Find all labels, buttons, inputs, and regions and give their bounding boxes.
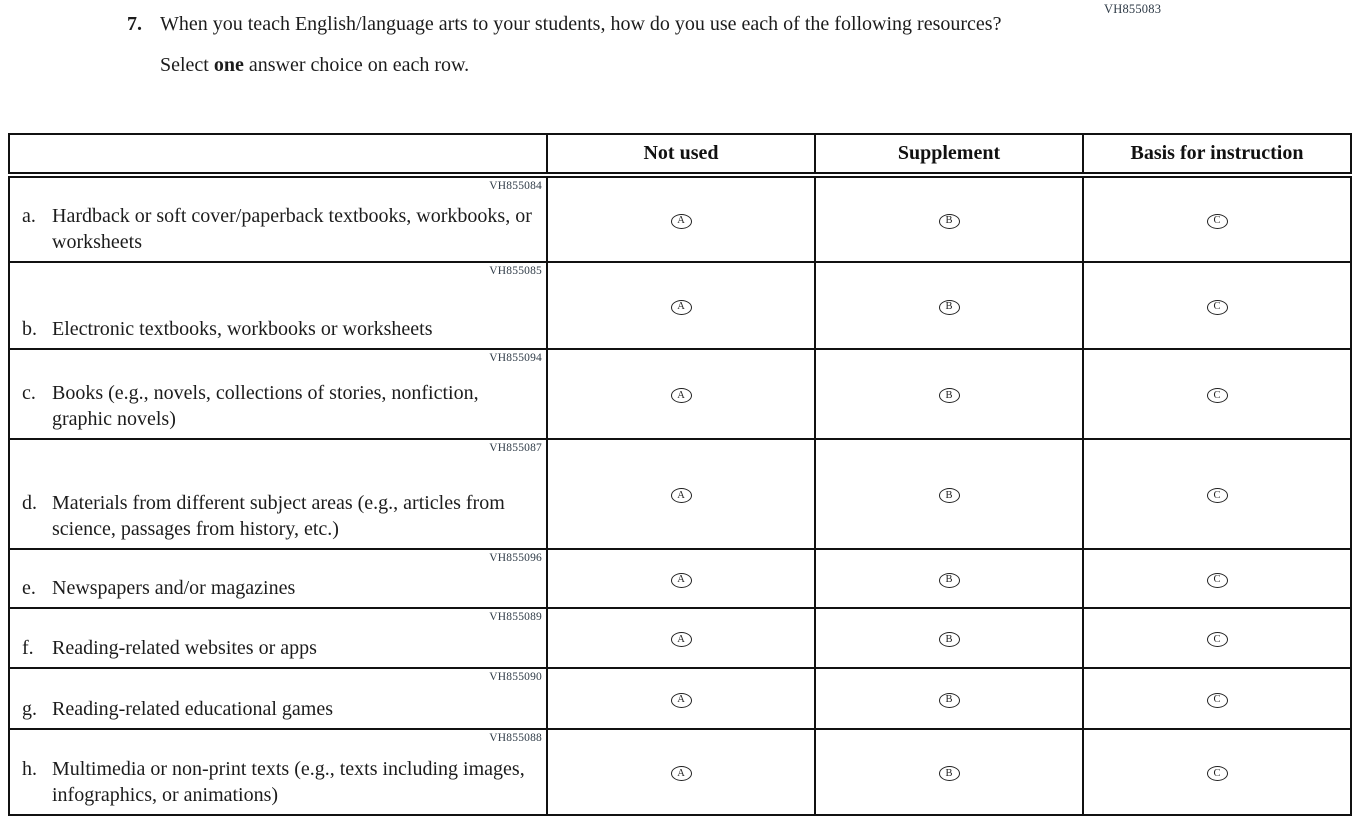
option-cell-not-used [547,175,815,262]
option-cell-not-used [547,549,815,608]
option-cell-basis [1083,349,1351,439]
row-label-text: Newspapers and/or magazines [52,577,296,599]
table-row [9,668,1351,729]
header-stub-cell [9,134,547,175]
table-row [9,349,1351,439]
option-cell-not-used [547,439,815,549]
resource-usage-table [8,133,1352,816]
instruction-bold-word: one [213,54,244,76]
row-label-text: Reading-related websites or apps [52,637,317,659]
option-cell-basis [1083,608,1351,668]
row-item-code: VH855096 [489,552,542,564]
option-cell-not-used [547,668,815,729]
row-label [22,756,542,808]
row-item-code: VH855090 [489,671,542,683]
question-text: When you teach English/language arts to your students, how do you use each of the following resources? [160,13,1002,35]
row-label-cell [9,729,547,815]
choice-c-bubble[interactable]: C [1207,488,1228,503]
row-label [22,490,542,542]
option-cell-supplement [815,175,1083,262]
question-block [127,10,1022,78]
row-label [22,696,542,722]
row-label [22,380,542,432]
choice-c-bubble[interactable]: C [1207,388,1228,403]
option-cell-basis [1083,668,1351,729]
row-label-cell [9,262,547,349]
table-row [9,549,1351,608]
option-cell-supplement [815,349,1083,439]
choice-a-bubble[interactable]: A [671,388,692,403]
header-supplement: Supplement [815,134,1083,175]
table-row [9,608,1351,668]
choice-a-bubble[interactable]: A [671,488,692,503]
option-cell-basis [1083,729,1351,815]
choice-c-bubble[interactable]: C [1207,766,1228,781]
option-cell-supplement [815,608,1083,668]
question-instruction [160,52,1022,78]
row-label-cell [9,175,547,262]
row-label-text: Multimedia or non-print texts (e.g., texts including images, infographics, or animations) [52,758,525,806]
row-item-code: VH855085 [489,265,542,277]
option-cell-supplement [815,729,1083,815]
option-cell-supplement [815,262,1083,349]
row-letter: b. [22,318,37,340]
row-label [22,635,542,661]
question-number: 7. [127,13,142,35]
row-letter: c. [22,382,36,404]
choice-b-bubble[interactable]: B [939,632,960,647]
option-cell-not-used [547,608,815,668]
instruction-suffix: answer choice on each row. [243,54,470,76]
choice-b-bubble[interactable]: B [939,573,960,588]
row-label-cell [9,668,547,729]
header-row [9,134,1351,175]
option-cell-not-used [547,262,815,349]
row-label [22,316,542,342]
question-body [160,10,1022,78]
option-cell-basis [1083,549,1351,608]
option-cell-supplement [815,549,1083,608]
choice-a-bubble[interactable]: A [671,214,692,229]
row-label-text: Reading-related educational games [52,698,333,720]
choice-b-bubble[interactable]: B [939,766,960,781]
row-label-cell [9,549,547,608]
row-label-text: Hardback or soft cover/paperback textbooks, workbooks, or worksheets [52,205,532,253]
table-row [9,175,1351,262]
row-letter: e. [22,577,36,599]
table-row [9,729,1351,815]
row-label-cell [9,349,547,439]
choice-a-bubble[interactable]: A [671,766,692,781]
option-cell-supplement [815,439,1083,549]
choice-c-bubble[interactable]: C [1207,693,1228,708]
row-item-code: VH855088 [489,732,542,744]
choice-a-bubble[interactable]: A [671,300,692,315]
row-label-text: Books (e.g., novels, collections of stories, nonfiction, graphic novels) [52,382,479,430]
option-cell-supplement [815,668,1083,729]
row-label-cell [9,439,547,549]
row-item-code: VH855089 [489,611,542,623]
option-cell-basis [1083,262,1351,349]
choice-a-bubble[interactable]: A [671,693,692,708]
choice-b-bubble[interactable]: B [939,693,960,708]
row-label [22,575,542,601]
row-letter: h. [22,758,37,780]
table-row [9,262,1351,349]
row-label [22,203,542,255]
row-item-code: VH855094 [489,352,542,364]
table-row [9,439,1351,549]
choice-c-bubble[interactable]: C [1207,214,1228,229]
choice-a-bubble[interactable]: A [671,573,692,588]
row-item-code: VH855084 [489,180,542,192]
row-letter: d. [22,492,37,514]
row-label-cell [9,608,547,668]
choice-c-bubble[interactable]: C [1207,632,1228,647]
option-cell-basis [1083,439,1351,549]
choice-b-bubble[interactable]: B [939,214,960,229]
instruction-prefix: Select [160,54,214,76]
choice-a-bubble[interactable]: A [671,632,692,647]
row-label-text: Electronic textbooks, workbooks or worksheets [52,318,433,340]
row-label-text: Materials from different subject areas (e.g., articles from science, passages from history, etc.) [52,492,505,540]
choice-b-bubble[interactable]: B [939,388,960,403]
option-cell-basis [1083,175,1351,262]
choice-c-bubble[interactable]: C [1207,300,1228,315]
row-letter: a. [22,205,36,227]
header-not-used: Not used [547,134,815,175]
choice-c-bubble[interactable]: C [1207,573,1228,588]
option-cell-not-used [547,349,815,439]
row-item-code: VH855087 [489,442,542,454]
choice-b-bubble[interactable]: B [939,300,960,315]
row-letter: g. [22,698,37,720]
choice-b-bubble[interactable]: B [939,488,960,503]
row-letter: f. [22,637,34,659]
form-item-code: VH855083 [1104,2,1162,16]
option-cell-not-used [547,729,815,815]
header-basis-for-instruction: Basis for instruction [1083,134,1351,175]
